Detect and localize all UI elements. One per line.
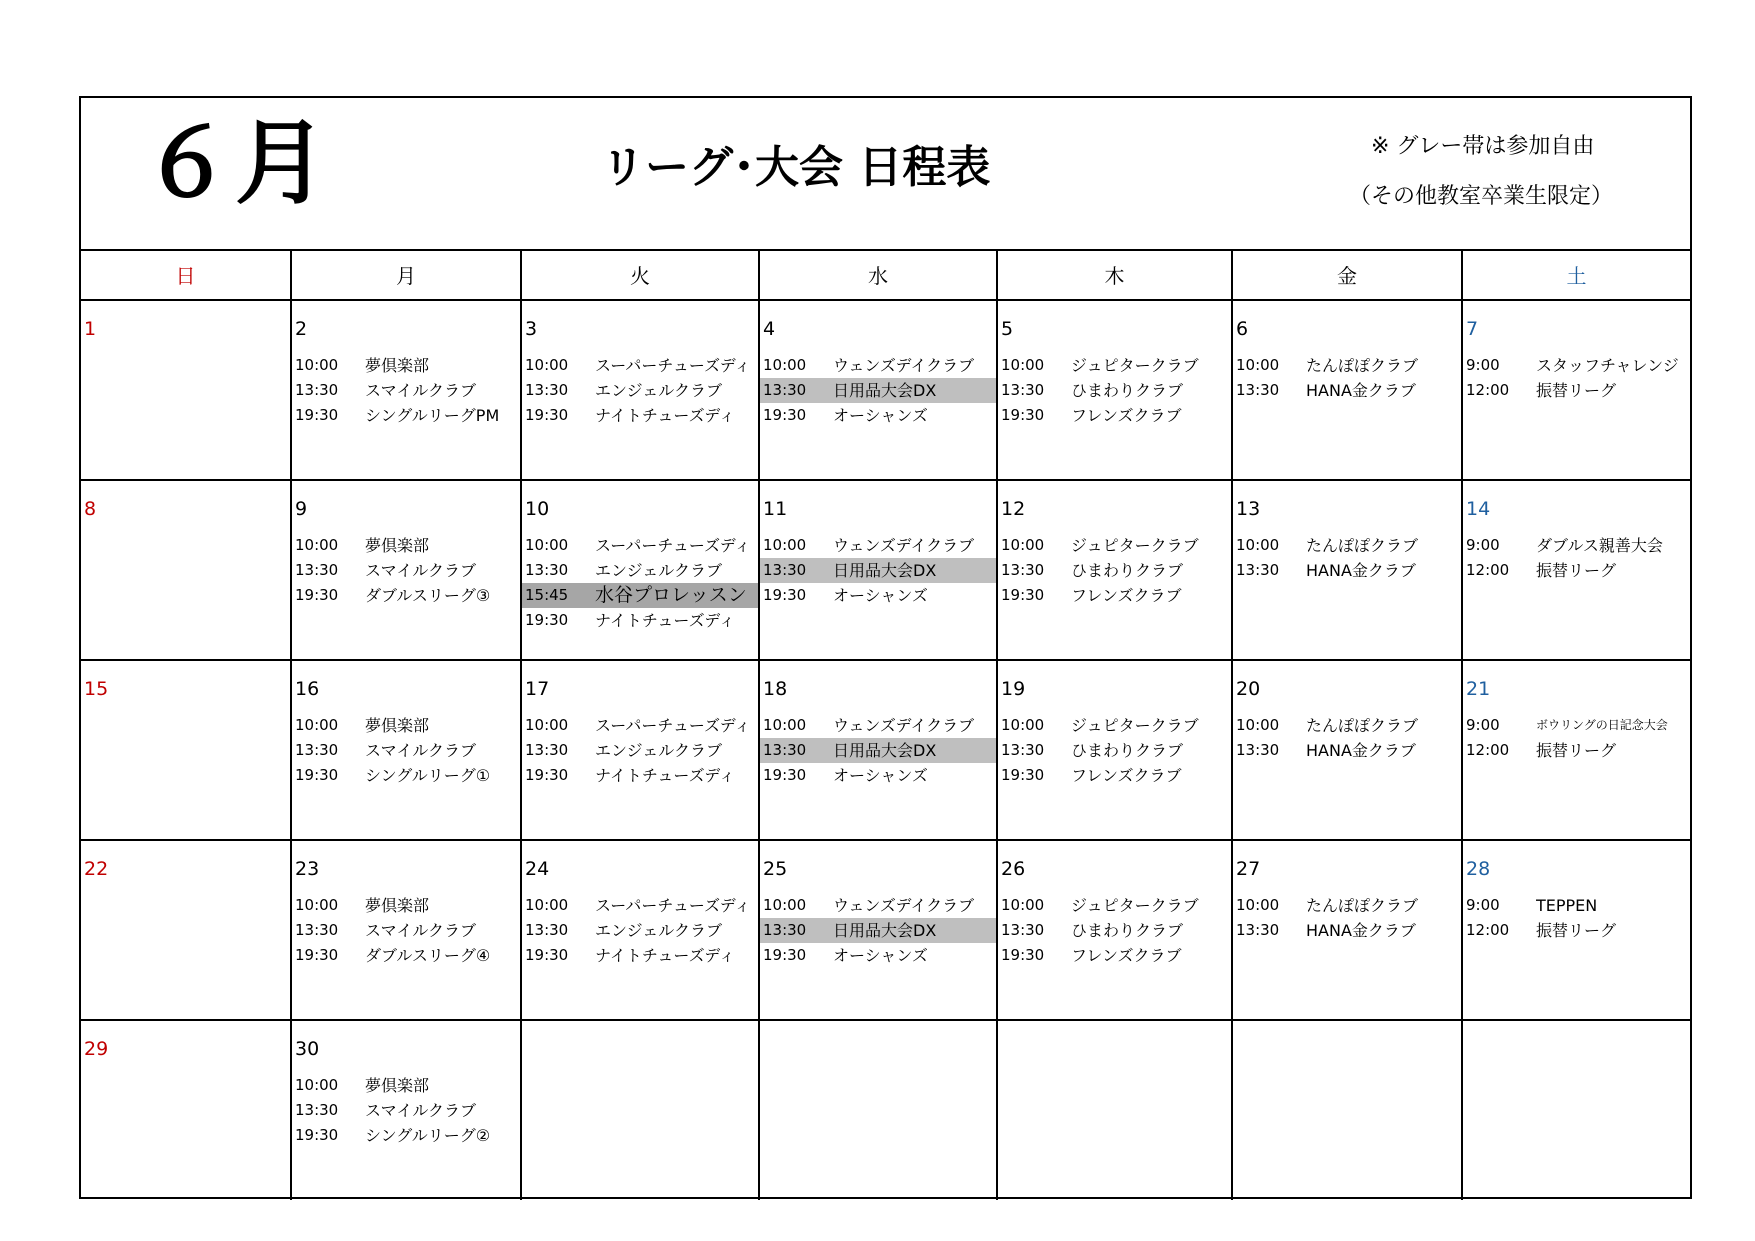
day-number: 11: [763, 498, 788, 520]
event-name: HANA金クラブ: [1306, 741, 1416, 760]
header: [81, 98, 1690, 251]
event-item: [998, 533, 1231, 558]
event-time: 19:30: [763, 406, 807, 424]
note-gray-band: ※ グレー帯は参加自由: [1371, 134, 1595, 159]
day-number: 12: [1001, 498, 1026, 520]
event-time: 10:00: [763, 896, 807, 914]
event-name: 振替リーグ: [1536, 921, 1617, 940]
day-cell: [521, 480, 759, 660]
day-cell: [521, 840, 759, 1020]
event-time: 13:30: [1001, 381, 1045, 399]
event-time: 12:00: [1466, 561, 1510, 579]
day-cell: [759, 840, 997, 1020]
event-time: 10:00: [1236, 716, 1280, 734]
week-row: [81, 840, 1690, 1020]
event-item: [522, 378, 758, 403]
event-name: スタッフチャレンジ: [1536, 356, 1679, 375]
event-name: ひまわりクラブ: [1071, 741, 1184, 760]
event-time: 13:30: [295, 561, 339, 579]
event-name: スマイルクラブ: [365, 561, 477, 580]
event-item: [998, 763, 1231, 788]
day-number: 15: [84, 678, 109, 700]
day-number: 1: [84, 318, 97, 340]
event-time: 10:00: [763, 356, 807, 374]
event-item: [760, 893, 996, 918]
day-cell: [521, 1020, 759, 1200]
event-time: 13:30: [1236, 921, 1280, 939]
event-time: 13:30: [1001, 561, 1045, 579]
event-item: [1463, 918, 1690, 943]
event-item: [998, 403, 1231, 428]
event-item: [292, 893, 520, 918]
event-name: ウェンズデイクラブ: [833, 536, 975, 555]
event-name: ひまわりクラブ: [1071, 381, 1184, 400]
day-number: 29: [84, 1038, 109, 1060]
week-row: [81, 480, 1690, 660]
event-item: [522, 713, 758, 738]
event-name: たんぽぽクラブ: [1306, 716, 1419, 735]
event-name: ジュピタークラブ: [1071, 536, 1199, 555]
event-item: [1233, 378, 1461, 403]
event-name: ダブルスリーグ④: [365, 946, 491, 965]
event-name: シングルリーグ②: [365, 1126, 491, 1145]
event-name: オーシャンズ: [833, 406, 928, 425]
day-number: 10: [525, 498, 550, 520]
event-name: ナイトチューズディ: [595, 611, 736, 630]
event-name: フレンズクラブ: [1071, 406, 1182, 425]
event-time: 10:00: [525, 896, 569, 914]
event-name: ウェンズデイクラブ: [833, 896, 975, 915]
day-number: 6: [1236, 318, 1249, 340]
event-item: [1233, 558, 1461, 583]
event-item: [1233, 713, 1461, 738]
event-name: HANA金クラブ: [1306, 561, 1416, 580]
day-cell: [521, 300, 759, 480]
event-time: 13:30: [295, 921, 339, 939]
event-item: [998, 558, 1231, 583]
event-name: ジュピタークラブ: [1071, 356, 1199, 375]
day-number: 18: [763, 678, 788, 700]
event-item: [1463, 558, 1690, 583]
event-item: [292, 1123, 520, 1148]
day-number: 4: [763, 318, 776, 340]
event-item: [998, 893, 1231, 918]
event-item: [760, 378, 996, 403]
event-item: [522, 738, 758, 763]
day-number: 13: [1236, 498, 1261, 520]
event-item: [522, 918, 758, 943]
event-item: [760, 763, 996, 788]
event-name: ボウリングの日記念大会: [1536, 718, 1668, 732]
event-time: 13:30: [1236, 741, 1280, 759]
event-name: ウェンズデイクラブ: [833, 716, 975, 735]
weekday-sat: 土: [1462, 249, 1690, 300]
page-title: リーグ･大会 日程表: [601, 142, 991, 193]
event-time: 10:00: [1236, 356, 1280, 374]
day-cell: [1462, 300, 1690, 480]
event-time: 12:00: [1466, 921, 1510, 939]
day-cell: [291, 480, 521, 660]
event-name: フレンズクラブ: [1071, 766, 1182, 785]
event-item: [760, 533, 996, 558]
weekday-fri: 金: [1232, 249, 1462, 300]
event-time: 13:30: [763, 741, 807, 759]
event-name: フレンズクラブ: [1071, 586, 1182, 605]
event-time: 13:30: [525, 561, 569, 579]
day-number: 25: [763, 858, 788, 880]
event-name: エンジェルクラブ: [595, 561, 722, 580]
event-time: 19:30: [525, 946, 569, 964]
day-number: [1233, 1021, 1461, 1061]
event-name: フレンズクラブ: [1071, 946, 1182, 965]
event-time: 13:30: [525, 921, 569, 939]
day-number: [1463, 1021, 1690, 1061]
event-name: スマイルクラブ: [365, 381, 477, 400]
event-time: 19:30: [295, 1126, 339, 1144]
event-time: 10:00: [525, 716, 569, 734]
event-name: スーパーチューズディ: [595, 896, 751, 915]
weekday-thu: 木: [997, 249, 1232, 300]
day-cell: [291, 1020, 521, 1200]
day-number: 17: [525, 678, 550, 700]
event-name: エンジェルクラブ: [595, 921, 722, 940]
event-item: [292, 763, 520, 788]
day-number: [760, 1021, 996, 1061]
event-time: 9:00: [1466, 356, 1500, 374]
event-time: 19:30: [295, 766, 339, 784]
event-item: [1233, 533, 1461, 558]
day-cell: [1232, 840, 1462, 1020]
event-time: 10:00: [525, 356, 569, 374]
event-time: 13:30: [1236, 561, 1280, 579]
event-time: 13:30: [1001, 741, 1045, 759]
event-item: [522, 583, 758, 608]
event-time: 10:00: [295, 896, 339, 914]
event-item: [1463, 533, 1690, 558]
day-number: 2: [295, 318, 308, 340]
event-name: オーシャンズ: [833, 946, 928, 965]
event-name: 夢倶楽部: [365, 356, 430, 375]
event-name: ジュピタークラブ: [1071, 896, 1199, 915]
day-cell: [81, 660, 291, 840]
event-name: シングルリーグPM: [365, 406, 500, 425]
weekday-mon: 月: [291, 249, 521, 300]
day-number: 22: [84, 858, 109, 880]
event-time: 10:00: [1001, 716, 1045, 734]
event-item: [1233, 738, 1461, 763]
event-item: [1233, 918, 1461, 943]
event-item: [998, 713, 1231, 738]
event-item: [1233, 353, 1461, 378]
event-time: 9:00: [1466, 536, 1500, 554]
event-item: [998, 918, 1231, 943]
event-name: ナイトチューズディ: [595, 766, 736, 785]
day-cell: [997, 840, 1232, 1020]
event-time: 10:00: [1236, 536, 1280, 554]
event-time: 19:30: [1001, 766, 1045, 784]
event-name: たんぽぽクラブ: [1306, 356, 1419, 375]
event-item: [760, 403, 996, 428]
event-name: エンジェルクラブ: [595, 741, 722, 760]
event-item: [292, 558, 520, 583]
day-number: 26: [1001, 858, 1026, 880]
event-name: ナイトチューズディ: [595, 946, 736, 965]
event-item: [292, 403, 520, 428]
event-name: 日用品大会DX: [833, 381, 937, 400]
event-item: [998, 378, 1231, 403]
event-name: 日用品大会DX: [833, 741, 937, 760]
event-item: [292, 738, 520, 763]
event-time: 19:30: [295, 586, 339, 604]
day-cell: [1462, 660, 1690, 840]
event-time: 19:30: [1001, 586, 1045, 604]
event-item: [760, 738, 996, 763]
week-row: [81, 1020, 1690, 1200]
event-item: [998, 943, 1231, 968]
event-item: [292, 943, 520, 968]
event-time: 19:30: [525, 766, 569, 784]
day-number: 28: [1466, 858, 1491, 880]
day-cell: [1232, 1020, 1462, 1200]
day-number: 20: [1236, 678, 1261, 700]
event-item: [1463, 378, 1690, 403]
event-name: スーパーチューズディ: [595, 356, 751, 375]
event-name: 日用品大会DX: [833, 561, 937, 580]
day-cell: [997, 1020, 1232, 1200]
day-cell: [1232, 300, 1462, 480]
event-time: 13:30: [525, 741, 569, 759]
event-item: [522, 403, 758, 428]
event-name: 夢倶楽部: [365, 896, 430, 915]
event-name: スマイルクラブ: [365, 741, 477, 760]
event-time: 13:30: [763, 561, 807, 579]
event-name: たんぽぽクラブ: [1306, 536, 1419, 555]
event-name: 日用品大会DX: [833, 921, 937, 940]
event-name: オーシャンズ: [833, 586, 928, 605]
day-number: 9: [295, 498, 308, 520]
event-name: スマイルクラブ: [365, 1101, 477, 1120]
event-time: 10:00: [1001, 896, 1045, 914]
day-number: 21: [1466, 678, 1491, 700]
event-name: オーシャンズ: [833, 766, 928, 785]
day-cell: [759, 480, 997, 660]
event-name: ナイトチューズディ: [595, 406, 736, 425]
event-name: ジュピタークラブ: [1071, 716, 1199, 735]
calendar-table: [81, 249, 1690, 1200]
event-item: [1233, 893, 1461, 918]
week-row: [81, 300, 1690, 480]
event-name: ひまわりクラブ: [1071, 921, 1184, 940]
event-item: [292, 583, 520, 608]
day-cell: [521, 660, 759, 840]
event-time: 10:00: [763, 716, 807, 734]
event-time: 10:00: [1001, 356, 1045, 374]
event-name: 振替リーグ: [1536, 561, 1617, 580]
event-time: 10:00: [1001, 536, 1045, 554]
event-name: スーパーチューズディ: [595, 716, 751, 735]
day-cell: [291, 300, 521, 480]
event-name: 夢倶楽部: [365, 716, 430, 735]
event-time: 19:30: [525, 406, 569, 424]
event-time: 9:00: [1466, 896, 1500, 914]
event-item: [760, 713, 996, 738]
weekday-sun: 日: [81, 249, 291, 300]
event-item: [760, 558, 996, 583]
day-cell: [81, 1020, 291, 1200]
event-item: [292, 918, 520, 943]
weekday-tue: 火: [521, 249, 759, 300]
event-time: 12:00: [1466, 381, 1510, 399]
day-number: [522, 1021, 758, 1061]
calendar-body: [81, 300, 1690, 1200]
event-time: 19:30: [763, 766, 807, 784]
day-cell: [291, 840, 521, 1020]
event-item: [760, 943, 996, 968]
event-time: 10:00: [525, 536, 569, 554]
event-time: 10:00: [763, 536, 807, 554]
event-name: HANA金クラブ: [1306, 381, 1416, 400]
day-cell: [997, 660, 1232, 840]
event-time: 10:00: [1236, 896, 1280, 914]
event-time: 13:30: [763, 381, 807, 399]
day-cell: [997, 300, 1232, 480]
day-number: 19: [1001, 678, 1026, 700]
event-time: 10:00: [295, 356, 339, 374]
event-item: [998, 583, 1231, 608]
event-name: 水谷プロレッスン: [595, 584, 747, 606]
event-name: たんぽぽクラブ: [1306, 896, 1419, 915]
event-item: [1463, 713, 1690, 738]
event-item: [522, 893, 758, 918]
day-number: 24: [525, 858, 550, 880]
event-name: スマイルクラブ: [365, 921, 477, 940]
event-time: 13:30: [295, 381, 339, 399]
day-cell: [1462, 840, 1690, 1020]
event-item: [760, 353, 996, 378]
event-name: ひまわりクラブ: [1071, 561, 1184, 580]
day-cell: [291, 660, 521, 840]
event-name: 夢倶楽部: [365, 536, 430, 555]
day-number: [998, 1021, 1231, 1061]
event-item: [760, 583, 996, 608]
event-name: 夢倶楽部: [365, 1076, 430, 1095]
event-name: エンジェルクラブ: [595, 381, 722, 400]
event-time: 19:30: [763, 586, 807, 604]
event-time: 19:30: [295, 406, 339, 424]
event-item: [1463, 893, 1690, 918]
event-time: 19:30: [1001, 406, 1045, 424]
day-number: 23: [295, 858, 320, 880]
event-item: [1463, 738, 1690, 763]
event-name: シングルリーグ①: [365, 766, 491, 785]
event-item: [522, 353, 758, 378]
day-cell: [759, 1020, 997, 1200]
day-number: 27: [1236, 858, 1261, 880]
day-cell: [1462, 480, 1690, 660]
event-time: 19:30: [763, 946, 807, 964]
event-time: 19:30: [295, 946, 339, 964]
weekday-wed: 水: [759, 249, 997, 300]
event-item: [998, 738, 1231, 763]
day-number: 30: [295, 1038, 320, 1060]
day-cell: [759, 660, 997, 840]
event-item: [292, 1098, 520, 1123]
event-item: [1463, 353, 1690, 378]
day-cell: [997, 480, 1232, 660]
event-name: スーパーチューズディ: [595, 536, 751, 555]
event-time: 13:30: [763, 921, 807, 939]
month-label: ６月: [141, 110, 330, 217]
event-time: 10:00: [295, 1076, 339, 1094]
event-name: TEPPEN: [1536, 896, 1598, 915]
event-item: [522, 533, 758, 558]
event-item: [292, 533, 520, 558]
event-name: ダブルス親善大会: [1536, 536, 1663, 555]
event-item: [522, 558, 758, 583]
event-time: 15:45: [525, 586, 569, 604]
event-name: HANA金クラブ: [1306, 921, 1416, 940]
day-cell: [81, 480, 291, 660]
event-time: 13:30: [295, 1101, 339, 1119]
day-number: 8: [84, 498, 97, 520]
event-time: 12:00: [1466, 741, 1510, 759]
day-number: 3: [525, 318, 538, 340]
day-cell: [1232, 480, 1462, 660]
day-cell: [1232, 660, 1462, 840]
event-time: 13:30: [1236, 381, 1280, 399]
event-name: ウェンズデイクラブ: [833, 356, 975, 375]
event-time: 13:30: [1001, 921, 1045, 939]
weekday-header-row: [81, 249, 1690, 300]
event-item: [292, 378, 520, 403]
event-time: 19:30: [1001, 946, 1045, 964]
day-number: 7: [1466, 318, 1479, 340]
event-time: 10:00: [295, 716, 339, 734]
day-cell: [759, 300, 997, 480]
day-cell: [81, 840, 291, 1020]
schedule-sheet: [79, 96, 1692, 1199]
event-item: [998, 353, 1231, 378]
event-item: [522, 608, 758, 633]
event-item: [760, 918, 996, 943]
day-number: 14: [1466, 498, 1491, 520]
day-cell: [81, 300, 291, 480]
event-item: [522, 943, 758, 968]
event-item: [292, 1073, 520, 1098]
day-cell: [1462, 1020, 1690, 1200]
event-time: 19:30: [525, 611, 569, 629]
event-time: 13:30: [295, 741, 339, 759]
week-row: [81, 660, 1690, 840]
event-name: 振替リーグ: [1536, 381, 1617, 400]
event-time: 10:00: [295, 536, 339, 554]
event-time: 13:30: [525, 381, 569, 399]
event-item: [522, 763, 758, 788]
note-eligibility: （その他教室卒業生限定）: [1349, 184, 1614, 209]
event-item: [292, 713, 520, 738]
event-name: ダブルスリーグ③: [365, 586, 491, 605]
event-item: [292, 353, 520, 378]
day-number: 5: [1001, 318, 1014, 340]
day-number: 16: [295, 678, 320, 700]
event-name: 振替リーグ: [1536, 741, 1617, 760]
event-time: 9:00: [1466, 716, 1500, 734]
